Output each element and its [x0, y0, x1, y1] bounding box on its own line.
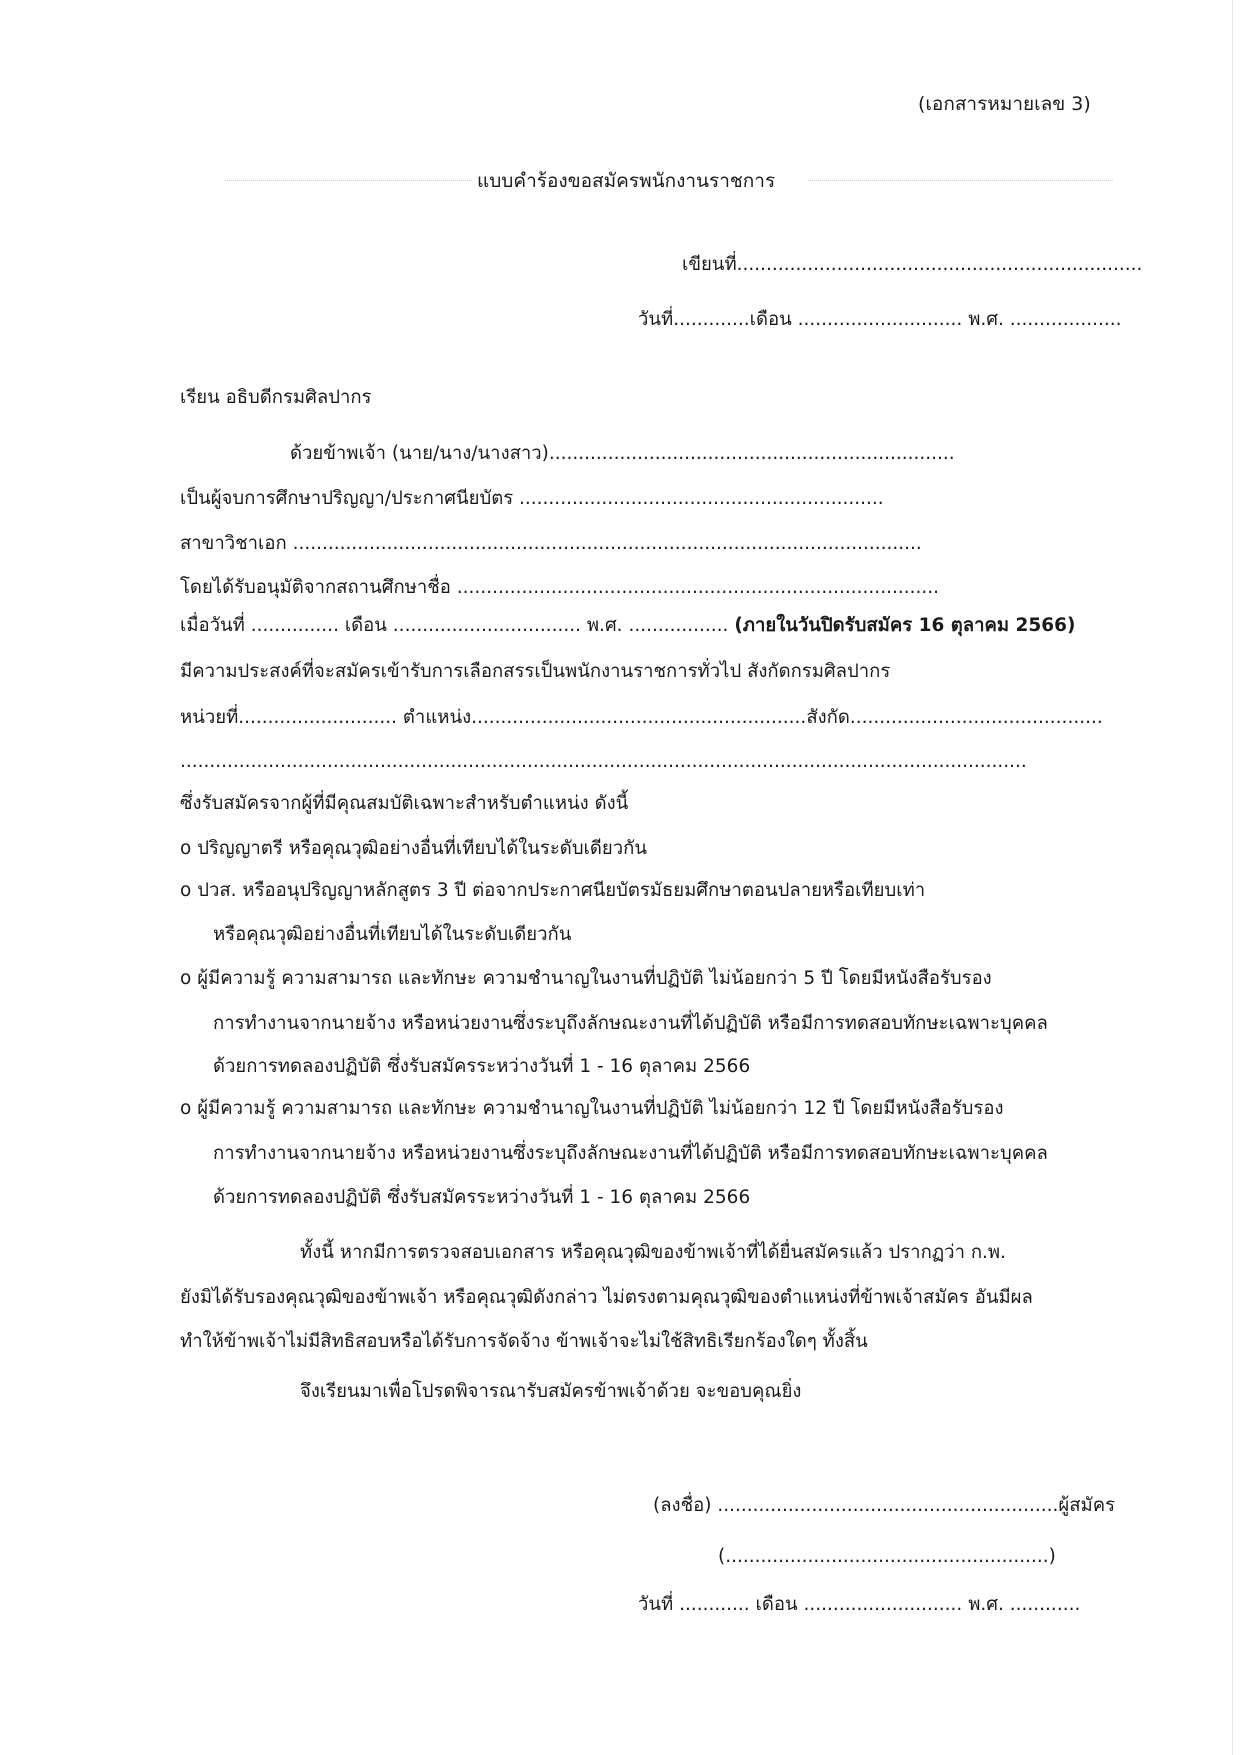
qualification-item: o ผู้มีความรู้ ความสามารถ และทักษะ ความชำนาญในงานที่ปฏิบัติ ไม่น้อยกว่า 5 ปี โดยมีหนังสือรับรอง	[180, 968, 992, 989]
blank-line: ................................................................................................................................................	[180, 751, 1027, 772]
qualification-item-continuation: ด้วยการทดลองปฏิบัติ ซึ่งรับสมัครระหว่างวันที่ 1 - 16 ตุลาคม 2566	[213, 1056, 751, 1077]
qualification-item-continuation: หรือคุณวุฒิอย่างอื่นที่เทียบได้ในระดับเดียวกัน	[213, 924, 572, 945]
closing-line: จึงเรียนมาเพื่อโปรดพิจารณารับสมัครข้าพเจ้าด้วย จะขอบคุณยิ่ง	[300, 1381, 802, 1402]
written-at-field: เขียนที่.....................................................................	[682, 254, 1143, 275]
title-rule-right	[808, 180, 1113, 181]
page-edge-shadow	[1232, 0, 1233, 1755]
declaration-line: ทั้งนี้ หากมีการตรวจสอบเอกสาร หรือคุณวุฒิของข้าพเจ้าที่ได้ยื่นสมัครแล้ว ปรากฏว่า ก.พ.	[300, 1242, 1006, 1263]
major-field: สาขาวิชาเอก ...........................................................................................................	[180, 533, 922, 554]
applicant-name-field: ด้วยข้าพเจ้า (นาย/นาง/นางสาว).....................................................................	[290, 443, 955, 464]
declaration-line: ยังมิได้รับรองคุณวุฒิของข้าพเจ้า หรือคุณวุฒิดังกล่าว ไม่ตรงตามคุณวุฒิของตำแหน่งที่ข้าพเจ้าสมัคร อันมีผล	[180, 1287, 1033, 1308]
position-field: หน่วยที่........................... ตำแหน่ง.........................................................สังกัด...........................................	[180, 707, 1103, 728]
graduation-date-note: (ภายในวันปิดรับสมัคร 16 ตุลาคม 2566)	[734, 615, 1076, 636]
signature-name-line: (.......................................................)	[718, 1546, 1056, 1567]
signature-line: (ลงชื่อ) ..........................................................ผู้สมัคร	[653, 1495, 1116, 1516]
qualification-item-continuation: การทำงานจากนายจ้าง หรือหน่วยงานซึ่งระบุถึงลักษณะงานที่ได้ปฏิบัติ หรือมีการทดสอบทักษะเฉพาะบุคคล	[213, 1013, 1048, 1034]
institution-field: โดยได้รับอนุมัติจากสถานศึกษาชื่อ ..................................................................................	[180, 577, 939, 598]
qualifications-intro: ซึ่งรับสมัครจากผู้ที่มีคุณสมบัติเฉพาะสำหรับตำแหน่ง ดังนี้	[180, 793, 629, 814]
salutation: เรียน อธิบดีกรมศิลปากร	[180, 387, 372, 408]
education-field: เป็นผู้จบการศึกษาปริญญา/ประกาศนียบัตร ..............................................................	[180, 488, 884, 509]
date-field: วันที่.............เดือน ............................ พ.ศ. ...................	[638, 309, 1122, 330]
declaration-line: ทำให้ข้าพเจ้าไม่มีสิทธิสอบหรือได้รับการจัดจ้าง ข้าพเจ้าจะไม่ใช้สิทธิเรียกร้องใดๆ ทั้งสิ้น	[180, 1331, 868, 1352]
qualification-item: o ปริญญาตรี หรือคุณวุฒิอย่างอื่นที่เทียบได้ในระดับเดียวกัน	[180, 838, 647, 859]
qualification-item-continuation: การทำงานจากนายจ้าง หรือหน่วยงานซึ่งระบุถึงลักษณะงานที่ได้ปฏิบัติ หรือมีการทดสอบทักษะเฉพาะบุคคล	[213, 1143, 1048, 1164]
form-title: แบบคำร้องขอสมัครพนักงานราชการ	[477, 170, 776, 192]
qualification-item: o ผู้มีความรู้ ความสามารถ และทักษะ ความชำนาญในงานที่ปฏิบัติ ไม่น้อยกว่า 12 ปี โดยมีหนังสือรับรอง	[180, 1098, 1004, 1119]
qualification-item-continuation: ด้วยการทดลองปฏิบัติ ซึ่งรับสมัครระหว่างวันที่ 1 - 16 ตุลาคม 2566	[213, 1187, 751, 1208]
graduation-date-field	[180, 617, 1075, 636]
intent-line: มีความประสงค์ที่จะสมัครเข้ารับการเลือกสรรเป็นพนักงานราชการทั่วไป สังกัดกรมศิลปากร	[180, 661, 891, 682]
document-number: (เอกสารหมายเลข 3)	[918, 93, 1091, 115]
title-rule-left	[225, 180, 472, 181]
qualification-item: o ปวส. หรืออนุปริญญาหลักสูตร 3 ปี ต่อจากประกาศนียบัตรมัธยมศึกษาตอนปลายหรือเทียบเท่า	[180, 880, 926, 901]
graduation-date-line: เมื่อวันที่ ............... เดือน ................................ พ.ศ. .................	[180, 615, 729, 636]
signature-date-line: วันที่ ............ เดือน ........................... พ.ศ. ............	[638, 1594, 1081, 1615]
